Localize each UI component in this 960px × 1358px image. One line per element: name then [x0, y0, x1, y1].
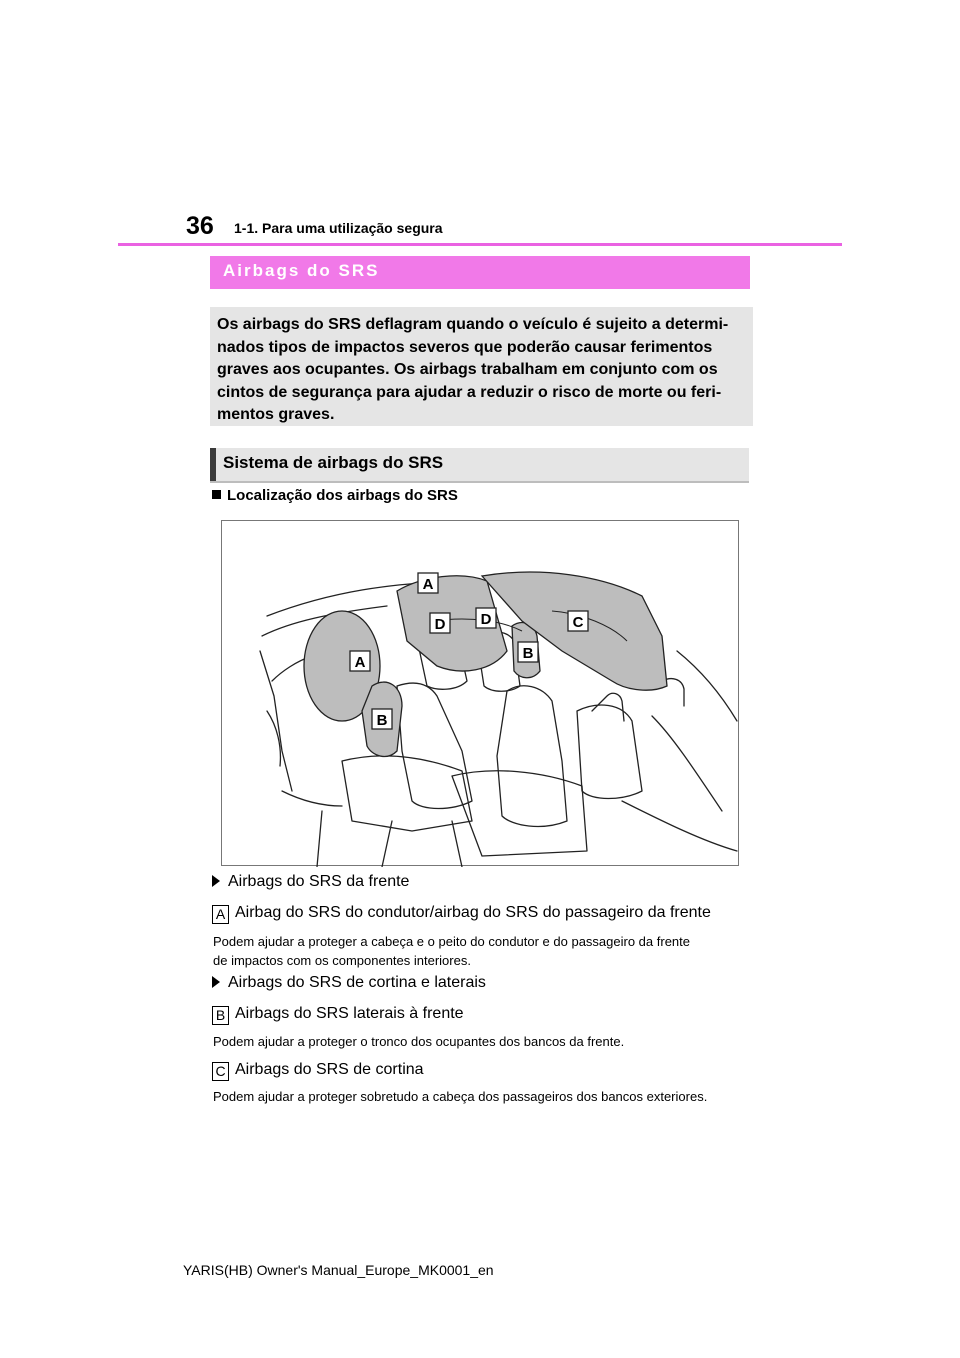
section-title: 1-1. Para uma utilização segura: [234, 220, 443, 236]
header-rule: [118, 243, 842, 246]
airbag-diagram: [222, 521, 740, 867]
rear-pillar: [677, 651, 737, 721]
label-d-right: [476, 608, 496, 628]
driver-seat-back: [397, 683, 472, 808]
item-c: [212, 1061, 424, 1081]
floor-left: [282, 791, 342, 806]
bullet-text: Airbags do SRS de cortina e laterais: [228, 974, 486, 991]
intro-line: nados tipos de impactos severos que poderão causar ferimentos: [217, 338, 713, 356]
item-b-description: [213, 1032, 753, 1051]
page-number: 36: [186, 212, 214, 240]
subheading-bar: [210, 448, 216, 481]
item-c-description: [213, 1087, 753, 1106]
svg-text:B: B: [376, 712, 388, 729]
svg-text:A: A: [422, 576, 434, 593]
rear-headrest: [592, 693, 624, 721]
letter-box-a: A: [212, 905, 229, 924]
dashboard-line: [260, 651, 292, 791]
topic-banner-title: Airbags do SRS: [223, 261, 380, 280]
intro-text: [217, 314, 745, 427]
label-c-curtain: [568, 611, 588, 631]
bullet-curtain-side-airbags: [212, 974, 486, 992]
door-edge: [267, 711, 280, 766]
triangle-bullet-icon: [212, 976, 220, 988]
bullet-text: Airbags do SRS da frente: [228, 873, 410, 890]
item-b: [212, 1005, 464, 1025]
desc-line: de impactos com os componentes interiores.: [213, 953, 471, 968]
svg-text:A: A: [354, 654, 366, 671]
intro-line: Os airbags do SRS deflagram quando o veículo é sujeito a determi-: [217, 316, 729, 333]
label-a-driver: [350, 651, 370, 671]
subheading: [210, 448, 749, 483]
triangle-bullet-icon: [212, 875, 220, 887]
letter-box-b: B: [212, 1006, 229, 1025]
floor-lines: [317, 811, 462, 867]
footer: YARIS(HB) Owner's Manual_Europe_MK0001_en: [183, 1262, 494, 1278]
label-b-driver: [372, 709, 392, 729]
location-heading-text: Localização dos airbags do SRS: [227, 487, 458, 504]
intro-box: [210, 307, 753, 426]
passenger-seat-back: [497, 686, 567, 827]
bullet-front-airbags: [212, 873, 409, 891]
square-bullet-icon: [212, 490, 221, 499]
item-text: Airbags do SRS de cortina: [235, 1061, 424, 1078]
subheading-title: Sistema de airbags do SRS: [223, 453, 444, 472]
desc-line: Podem ajudar a proteger o tronco dos ocupantes dos bancos da frente.: [213, 1034, 625, 1049]
svg-text:C: C: [572, 614, 584, 631]
label-a-passenger: [418, 573, 438, 593]
location-heading: [212, 487, 458, 504]
desc-line: Podem ajudar a proteger sobretudo a cabeça dos passageiros dos bancos exteriores.: [213, 1089, 708, 1104]
rear-door: [652, 716, 722, 811]
label-b-passenger: [518, 642, 538, 662]
intro-line: mentos graves.: [217, 406, 335, 423]
topic-banner: [210, 256, 750, 289]
item-a-description: [213, 932, 753, 970]
driver-seat-cushion: [342, 756, 472, 831]
item-text: Airbag do SRS do condutor/airbag do SRS do passageiro da frente: [235, 904, 711, 921]
intro-line: cintos de segurança para ajudar a reduzir o risco de morte ou feri-: [217, 383, 722, 401]
airbag-illustration: [221, 520, 739, 866]
intro-line: graves aos ocupantes. Os airbags trabalham em conjunto com os: [217, 361, 718, 378]
rear-seat-left: [577, 705, 642, 798]
svg-text:B: B: [522, 645, 534, 662]
svg-text:D: D: [434, 616, 446, 633]
letter-box-c: C: [212, 1062, 229, 1081]
item-text: Airbags do SRS laterais à frente: [235, 1005, 464, 1022]
svg-text:D: D: [480, 611, 492, 628]
desc-line: Podem ajudar a proteger a cabeça e o peito do condutor e do passageiro da frente: [213, 934, 690, 949]
label-d-left: [430, 613, 450, 633]
item-a: [212, 904, 711, 924]
